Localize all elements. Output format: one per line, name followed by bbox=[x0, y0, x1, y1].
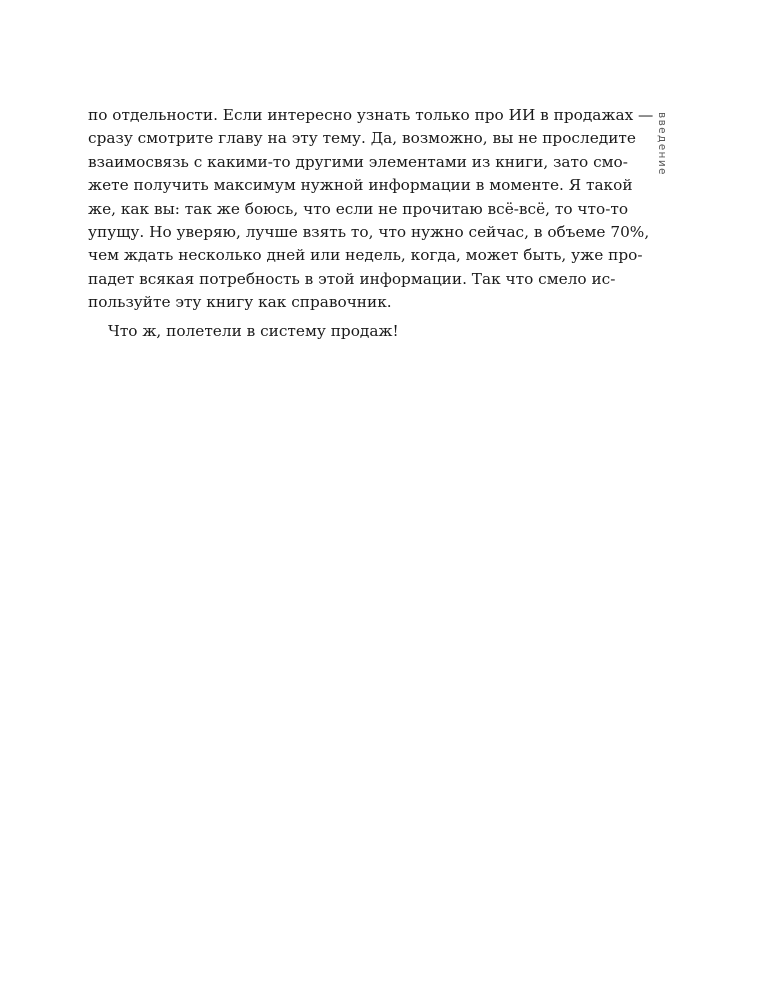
text-line: взаимосвязь с какими-то другими элементами из книги, зато смо- bbox=[88, 152, 628, 171]
text-line: же, как вы: так же боюсь, что если не прочитаю всё-всё, то что-то bbox=[88, 199, 629, 218]
running-head: введение bbox=[656, 112, 668, 176]
text-line: падет всякая потребность в этой информации. Так что смело ис- bbox=[88, 269, 616, 288]
text-line: жете получить максимум нужной информации в моменте. Я такой bbox=[88, 176, 633, 195]
paragraph bbox=[88, 320, 600, 343]
text-line: сразу смотрите главу на эту тему. Да, возможно, вы не проследите bbox=[88, 129, 636, 148]
text-line: чем ждать несколько дней или недель, когда, может быть, уже про- bbox=[88, 246, 643, 265]
text-line: пользуйте эту книгу как справочник. bbox=[88, 293, 392, 312]
text-line: по отдельности. Если интересно узнать только про ИИ в продажах — bbox=[88, 106, 654, 124]
paragraph bbox=[88, 104, 654, 315]
body-text bbox=[88, 104, 654, 343]
text-line: упущу. Но уверяю, лучше взять то, что нужно сейчас, в объеме 70%, bbox=[88, 222, 650, 241]
text-line: Что ж, полетели в систему продаж! bbox=[108, 321, 399, 340]
